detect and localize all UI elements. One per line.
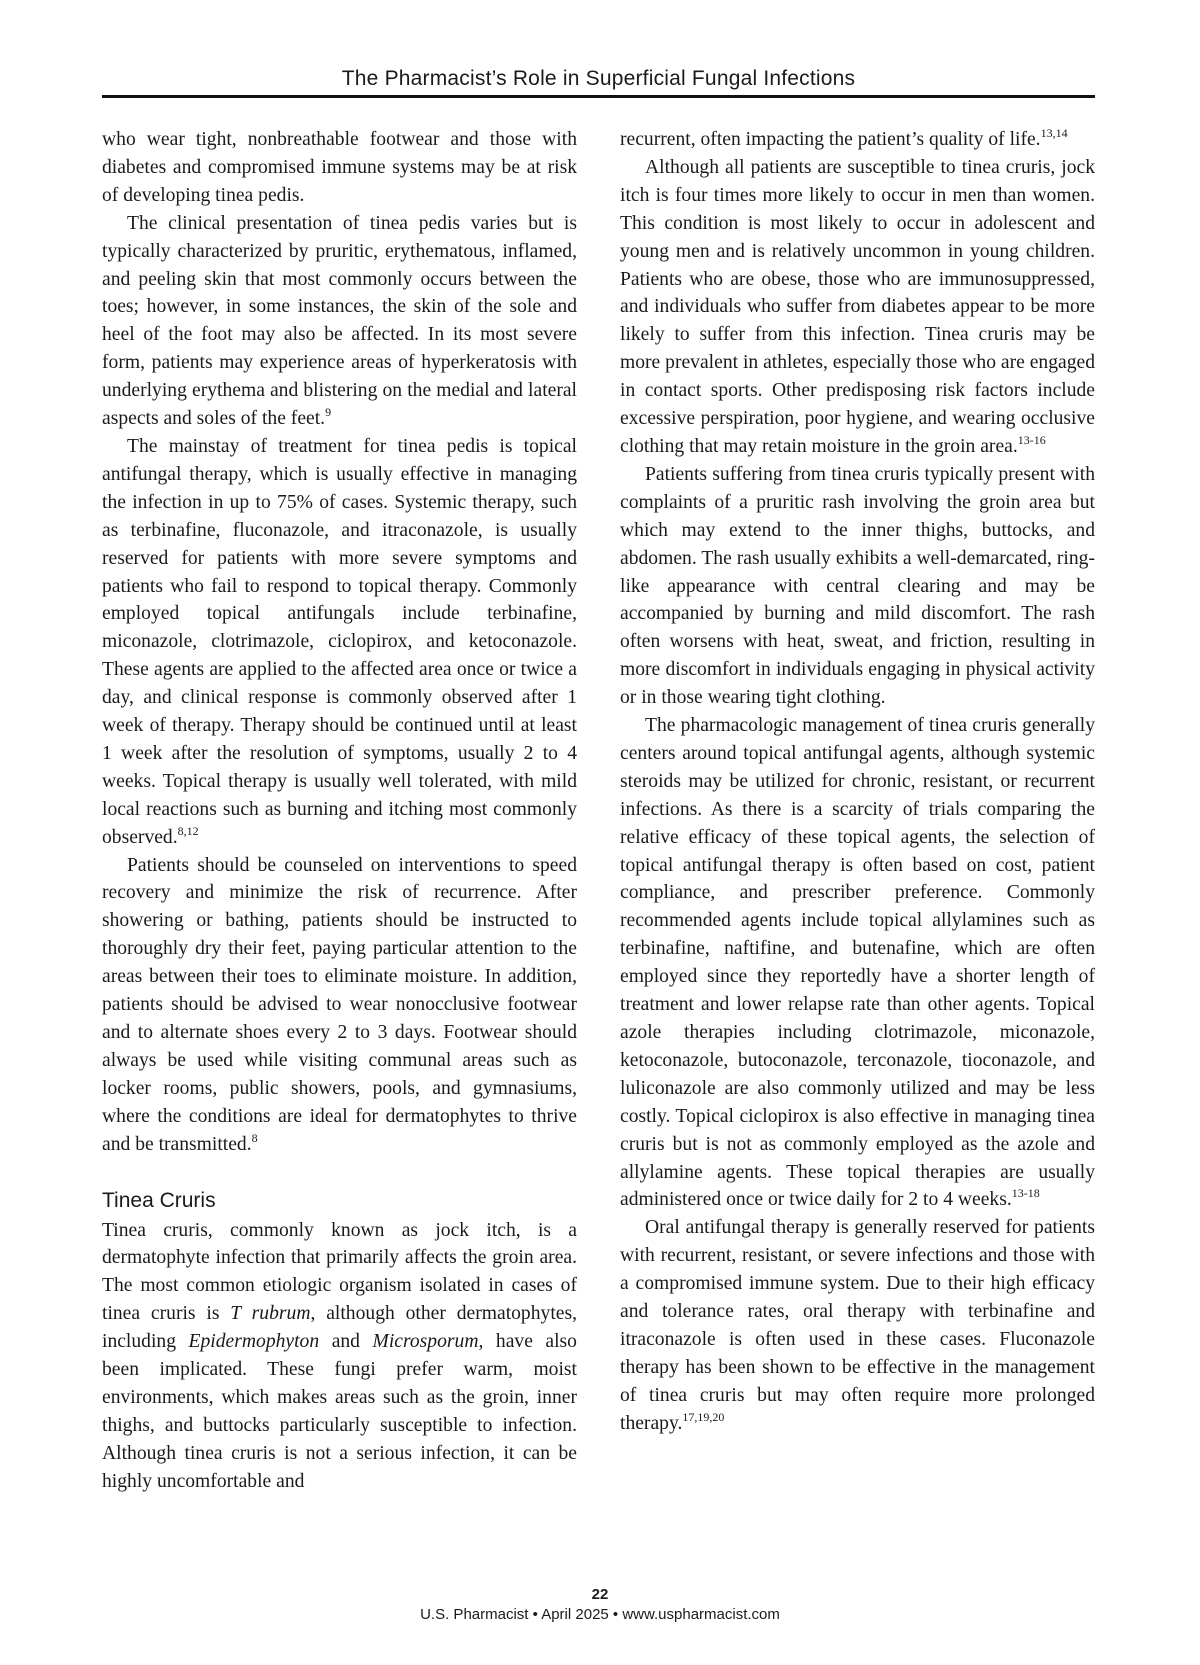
- paragraph-text: Patients should be counseled on interventions to speed recovery and minimize the risk of recurrence. After showering or bathing, patients should be instructed to thoroughly dry their feet, paying particular attention to the areas between their toes to eliminate moisture. In addition, patients should be advised to wear nonocclusive footwear and to alternate shoes every 2 to 3 days. Footwear should always be used while visiting communal areas such as locker rooms, public showers, pools, and gymnasiums, where the conditions are ideal for dermatophytes to thrive and be transmitted.: [102, 854, 577, 1155]
- paragraph: [102, 126, 577, 210]
- italic-term: Microsporum: [372, 1331, 479, 1353]
- reference-superscript: 13,14: [1040, 126, 1068, 140]
- paragraph-text: Oral antifungal therapy is generally reserved for patients with recurrent, resistant, or severe infections and those with a compromised immune system. Due to their high efficacy and tolerance rates, oral therapy with terbinafine and itraconazole is often used in these cases. Fluconazole therapy has been shown to be effective in the management of tinea cruris but may often require more prolonged therapy.: [620, 1217, 1095, 1434]
- paragraph: [620, 712, 1095, 1214]
- paragraph-text: The clinical presentation of tinea pedis varies but is typically characterized by pruritic, erythematous, inflamed, and peeling skin that most commonly occurs between the toes; however, in some instances, the skin of the sole and heel of the foot may also be affected. In its most severe form, patients may experience areas of hyperkeratosis with underlying erythema and blistering on the medial and lateral aspects and soles of the feet.: [102, 212, 577, 430]
- paragraph-text: Although all patients are susceptible to tinea cruris, jock itch is four times more likely to occur in men than women. This condition is most likely to occur in adolescent and young men and is relatively uncommon in young children. Patients who are obese, those who are immunosuppressed, and individuals who suffer from diabetes appear to be more likely to suffer from this infection. Tinea cruris may be more prevalent in athletes, especially those who are engaged in contact sports. Other predisposing risk factors include excessive perspiration, poor hygiene, and wearing occlusive clothing that may retain moisture in the groin area.: [620, 156, 1095, 457]
- paragraph: [102, 1217, 577, 1496]
- reference-superscript: 13-18: [1011, 1186, 1040, 1201]
- paragraph-text: The mainstay of treatment for tinea pedis is topical antifungal therapy, which is usually effective in managing the infection in up to 75% of cases. Systemic therapy, such as terbinafine, fluconazole, and itraconazole, is usually reserved for patients with more severe symptoms and patients who fail to respond to topical therapy. Commonly employed topical antifungals include terbinafine, miconazole, clotrimazole, ciclopirox, and ketoconazole. These agents are applied to the affected area once or twice a day, and clinical response is commonly observed after 1 week of therapy. Therapy should be continued until at least 1 week after the resolution of symptoms, usually 2 to 4 weeks. Topical therapy is usually well tolerated, with mild local reactions such as burning and itching most commonly observed.: [102, 435, 577, 848]
- paragraph-text: , although other dermatophytes, including: [102, 1303, 577, 1353]
- running-title: The Pharmacist’s Role in Superficial Fungal Infections: [341, 67, 856, 90]
- paragraph: [620, 126, 1095, 154]
- left-column: [102, 126, 577, 1496]
- italic-term: Epidermophyton: [188, 1331, 320, 1353]
- right-column: [620, 126, 1095, 1438]
- paragraph-text: who wear tight, nonbreathable footwear and those with diabetes and compromised immune systems may be at risk of developing tinea pedis.: [102, 129, 577, 206]
- paragraph-text: Patients suffering from tinea cruris typically present with complaints of a pruritic rash involving the groin area but which may extend to the inner thighs, buttocks, and abdomen. The rash usually exhibits a well-demarcated, ring-like appearance with central clearing and may be accompanied by burning and mild discomfort. The rash often worsens with heat, sweat, and friction, resulting in more discomfort in individuals engaging in physical activity or in those wearing tight clothing.: [620, 463, 1095, 709]
- paragraph: [620, 1214, 1095, 1437]
- paragraph: [102, 852, 577, 1159]
- reference-superscript: 8,12: [177, 823, 199, 838]
- header-rule: [102, 95, 1095, 98]
- reference-superscript: 8: [251, 1130, 258, 1145]
- page-number: 22: [591, 1586, 609, 1603]
- paragraph-text: The pharmacologic management of tinea cruris generally centers around topical antifungal agents, although systemic steroids may be utilized for chronic, resistant, or recurrent infections. As there is a scarcity of trials comparing the relative efficacy of these topical agents, the selection of topical antifungal therapy is often based on cost, patient compliance, and prescriber preference. Commonly recommended agents include topical allylamines such as terbinafine, naftifine, and butenafine, which are often employed since they reportedly have a shorter length of treatment and lower relapse rate than other agents. Topical azole therapies including clotrimazole, miconazole, ketoconazole, butoconazole, terconazole, tioconazole, and luliconazole are also commonly utilized and may be less costly. Topical ciclopirox is also effective in managing tinea cruris but is not as commonly employed as the azole and allylamine agents. These topical therapies are usually administered once or twice daily for 2 to 4 weeks.: [620, 715, 1095, 1211]
- reference-superscript: 13-16: [1017, 432, 1046, 447]
- paragraph-text: recurrent, often impacting the patient’s quality of life.: [620, 129, 1041, 150]
- paragraph: [620, 154, 1095, 461]
- paragraph-text: and: [319, 1331, 373, 1353]
- paragraph-text: , have also been implicated. These fungi prefer warm, moist environments, which makes areas such as the groin, inner thighs, and buttocks particularly susceptible to infection. Although tinea cruris is not a serious infection, it can be highly uncomfortable and: [102, 1331, 577, 1492]
- reference-superscript: 17,19,20: [682, 1409, 725, 1424]
- section-heading: Tinea Cruris: [102, 1188, 216, 1212]
- italic-term: T rubrum: [230, 1303, 311, 1325]
- paragraph: [620, 461, 1095, 712]
- paragraph: [102, 433, 577, 852]
- paragraph-text: Tinea cruris, commonly known as jock itch, is a dermatophyte infection that primarily affects the groin area. The most common etiologic organism isolated in cases of tinea cruris is: [102, 1219, 577, 1325]
- reference-superscript: 9: [325, 405, 332, 420]
- publication-footer: U.S. Pharmacist • April 2025 • www.uspharmacist.com: [420, 1606, 780, 1623]
- paragraph: [102, 210, 577, 433]
